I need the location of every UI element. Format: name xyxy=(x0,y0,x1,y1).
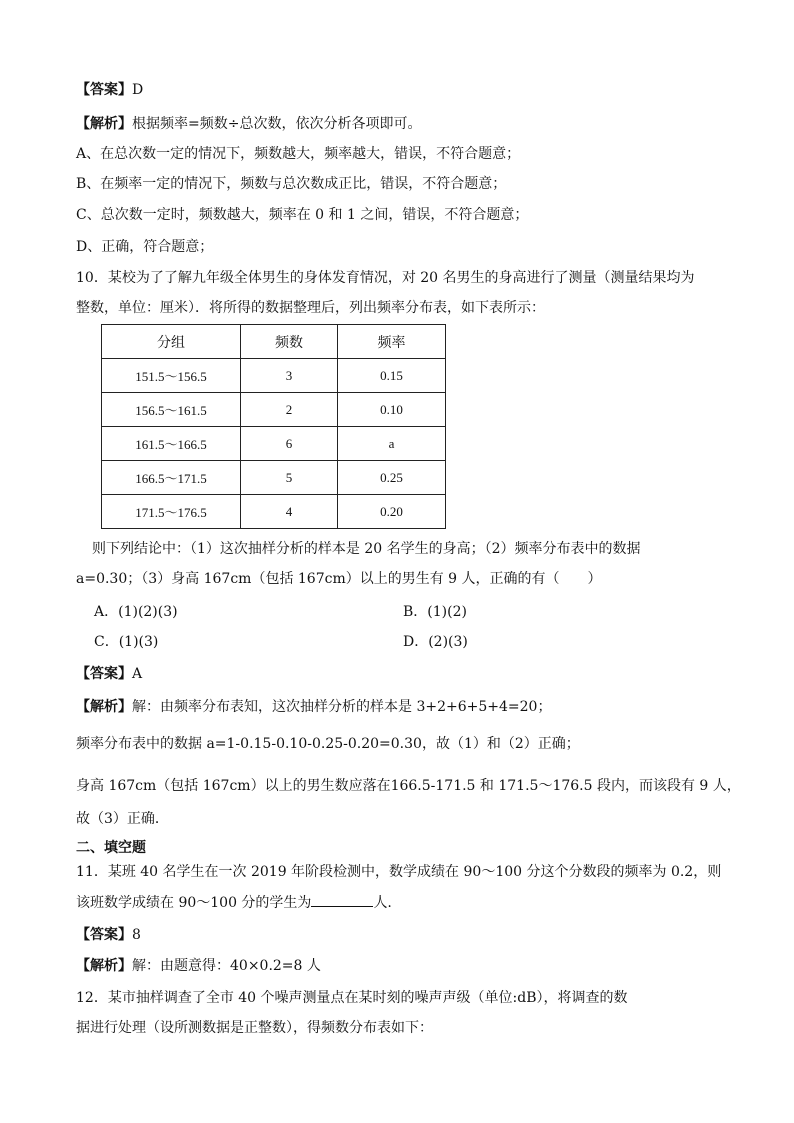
analysis-tag: 【解析】 xyxy=(76,699,132,715)
analysis-text: 根据频率=频数÷总次数，依次分析各项即可。 xyxy=(132,116,422,132)
table-cell: 0.20 xyxy=(338,495,446,529)
frequency-table xyxy=(101,324,446,529)
table-cell: 151.5～156.5 xyxy=(102,359,241,393)
section-title: 二、填空题 xyxy=(76,840,146,856)
q11-stem-text: 该班数学成绩在 90～100 分的学生为 xyxy=(76,895,312,911)
column-header-frequency: 频率 xyxy=(338,325,446,359)
answer-value: A xyxy=(132,666,143,682)
answer-tag: 【答案】 xyxy=(76,666,132,682)
answer-tag: 【答案】 xyxy=(76,927,132,943)
answer-tag: 【答案】 xyxy=(76,82,132,98)
analysis-text: 解：由题意得：40×0.2=8 人 xyxy=(132,958,321,974)
q11-analysis-line xyxy=(76,956,321,976)
q10-answer-line xyxy=(76,664,142,684)
analysis-text: 解：由频率分布表知，这次抽样分析的样本是 3+2+6+5+4=20； xyxy=(132,699,552,715)
table-cell: 0.10 xyxy=(338,393,446,427)
q9-analysis-line xyxy=(76,114,421,134)
q10-stem-line1: 10．某校为了了解九年级全体男生的身体发育情况，对 20 名男生的身高进行了测量（测量结果均为 xyxy=(76,270,695,286)
q9-option-a: A、在总次数一定的情况下，频数越大，频率越大，错误，不符合题意； xyxy=(76,146,521,162)
table-cell: 5 xyxy=(241,461,338,495)
q10-analysis-line2: 频率分布表中的数据 a=1-0.15-0.10-0.25-0.20=0.30，故（1）和（2）正确； xyxy=(76,736,580,752)
q10-choice-a: A．(1)(2)(3) xyxy=(94,604,178,620)
q10-stem-line2: 整数，单位：厘米）．将所得的数据整理后，列出频率分布表，如下表所示： xyxy=(76,300,545,316)
column-header-group: 分组 xyxy=(102,325,241,359)
table-row xyxy=(102,427,446,461)
q10-analysis-line1 xyxy=(76,697,551,717)
analysis-tag: 【解析】 xyxy=(76,958,132,974)
table-cell: 0.25 xyxy=(338,461,446,495)
table-cell: 6 xyxy=(241,427,338,461)
q11-stem-suffix: 人. xyxy=(373,895,392,911)
analysis-tag: 【解析】 xyxy=(76,116,132,132)
table-cell: 0.15 xyxy=(338,359,446,393)
table-cell: 161.5～166.5 xyxy=(102,427,241,461)
table-row xyxy=(102,393,446,427)
q11-stem-line2 xyxy=(76,892,392,913)
table-cell: 171.5～176.5 xyxy=(102,495,241,529)
answer-blank xyxy=(311,892,373,907)
q12-stem-line1: 12．某市抽样调查了全市 40 个噪声测量点在某时刻的噪声声级（单位:dB），将调查的数 xyxy=(76,990,628,1006)
q10-analysis-line3: 身高 167cm（包括 167cm）以上的男生数应落在166.5-171.5 和 171.5～176.5 段内，而该段有 9 人， xyxy=(76,778,741,794)
q9-option-c: C、总次数一定时，频数越大，频率在 0 和 1 之间，错误，不符合题意； xyxy=(76,207,529,223)
q10-choice-d: D．(2)(3) xyxy=(403,634,468,650)
q9-option-b: B、在频率一定的情况下，频数与总次数成正比，错误，不符合题意； xyxy=(76,176,507,192)
table-cell: 2 xyxy=(241,393,338,427)
table-row xyxy=(102,359,446,393)
table-cell: 4 xyxy=(241,495,338,529)
q11-stem-line1: 11．某班 40 名学生在一次 2019 年阶段检测中，数学成绩在 90～100 分这个分数段的频率为 0.2，则 xyxy=(76,864,722,880)
table-row xyxy=(102,495,446,529)
table-header-row xyxy=(102,325,446,359)
table-cell: 156.5～161.5 xyxy=(102,393,241,427)
q10-conclusion-line2: a=0.30；（3）身高 167cm（包括 167cm）以上的男生有 9 人，正确的有（ ） xyxy=(76,571,602,587)
q12-stem-line2: 据进行处理（设所测数据是正整数），得频数分布表如下： xyxy=(76,1020,433,1036)
q9-option-d: D、正确，符合题意； xyxy=(76,239,214,255)
q9-answer-line xyxy=(76,80,143,100)
table-cell: a xyxy=(338,427,446,461)
table-row xyxy=(102,461,446,495)
column-header-count: 频数 xyxy=(241,325,338,359)
table-cell: 166.5～171.5 xyxy=(102,461,241,495)
q11-answer-line xyxy=(76,925,141,945)
answer-value: 8 xyxy=(132,927,141,943)
q10-analysis-line4: 故（3）正确． xyxy=(76,811,169,827)
q10-choice-c: C．(1)(3) xyxy=(94,634,159,650)
q10-choice-b: B．(1)(2) xyxy=(403,604,467,620)
q10-conclusion-line1: 则下列结论中：（1）这次抽样分析的样本是 20 名学生的身高；（2）频率分布表中的数据 xyxy=(92,541,641,557)
answer-value: D xyxy=(132,82,144,98)
table-cell: 3 xyxy=(241,359,338,393)
